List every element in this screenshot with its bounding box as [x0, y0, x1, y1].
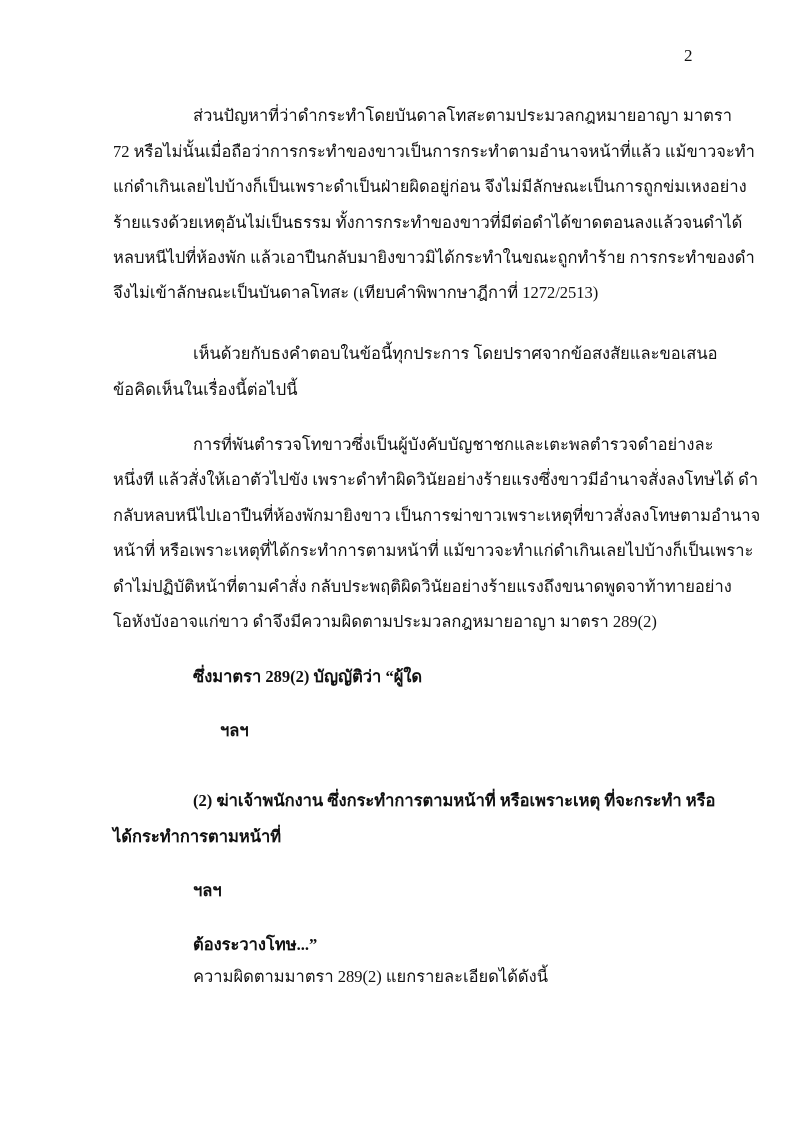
- page-number: 2: [684, 46, 693, 65]
- paragraph-1-line-2: 72 หรือไม่นั้นเมื่อถือว่าการกระทำของขาวเป็นการกระทำตามอำนาจหน้าที่แล้ว แม้ขาวจะทำ: [113, 142, 755, 161]
- paragraph-3-line-5: ดำไม่ปฏิบัติหน้าที่ตามคำสั่ง กลับประพฤติผิดวินัยอย่างร้ายแรงถึงขนาดพูดจาท้าทายอย่าง: [113, 577, 732, 596]
- paragraph-3-line-6: โอหังบังอาจแก่ขาว ดำจึงมีความผิดตามประมวลกฎหมายอาญา มาตรา 289(2): [113, 612, 657, 631]
- closing-line: ความผิดตามมาตรา 289(2) แยกรายละเอียดได้ดังนี้: [193, 967, 548, 986]
- statute-etc-1: ฯลฯ: [220, 721, 249, 740]
- paragraph-3-line-3: กลับหลบหนีไปเอาปืนที่ห้องพักมายิงขาว เป็นการฆ่าขาวเพราะเหตุที่ขาวสั่งลงโทษตามอำนาจ: [113, 506, 761, 525]
- paragraph-2-line-1: เห็นด้วยกับธงคำตอบในข้อนี้ทุกประการ โดยปราศจากข้อสงสัยและขอเสนอ: [193, 344, 718, 363]
- paragraph-1-line-3: แก่ดำเกินเลยไปบ้างก็เป็นเพราะดำเป็นฝ่ายผิดอยู่ก่อน จึงไม่มีลักษณะเป็นการถูกข่มเหงอย่าง: [113, 177, 747, 196]
- statute-item-line-2: ได้กระทำการตามหน้าที่: [113, 827, 282, 846]
- paragraph-1-line-1: ส่วนปัญหาที่ว่าดำกระทำโดยบันดาลโทสะตามประมวลกฎหมายอาญา มาตรา: [193, 106, 732, 125]
- statute-penalty: ต้องระวางโทษ...”: [193, 935, 318, 954]
- paragraph-3-line-1: การที่พันตำรวจโทขาวซึ่งเป็นผู้บังคับบัญชาชกและเตะพลตำรวจดำอย่างละ: [193, 435, 714, 454]
- paragraph-1-line-5: หลบหนีไปที่ห้องพัก แล้วเอาปืนกลับมายิงขาวมิได้กระทำในขณะถูกทำร้าย การกระทำของดำ: [113, 248, 755, 267]
- paragraph-1-line-6: จึงไม่เข้าลักษณะเป็นบันดาลโทสะ (เทียบคำพิพากษาฎีกาที่ 1272/2513): [113, 283, 599, 302]
- statute-intro: ซึ่งมาตรา 289(2) บัญญัติว่า “ผู้ใด: [193, 667, 423, 686]
- paragraph-3-line-4: หน้าที่ หรือเพราะเหตุที่ได้กระทำการตามหน้าที่ แม้ขาวจะทำแก่ดำเกินเลยไปบ้างก็เป็นเพราะ: [113, 541, 754, 560]
- paragraph-1-line-4: ร้ายแรงด้วยเหตุอันไม่เป็นธรรม ทั้งการกระทำของขาวที่มีต่อดำได้ขาดตอนลงแล้วจนดำได้: [113, 213, 743, 232]
- paragraph-3-line-2: หนึ่งที แล้วสั่งให้เอาตัวไปขัง เพราะดำทำผิดวินัยอย่างร้ายแรงซึ่งขาวมีอำนาจสั่งลงโทษได้ ดำ: [113, 470, 759, 489]
- paragraph-2-line-2: ข้อคิดเห็นในเรื่องนี้ต่อไปนี้: [113, 380, 298, 399]
- statute-etc-2: ฯลฯ: [193, 881, 222, 900]
- statute-item-line-1: (2) ฆ่าเจ้าพนักงาน ซึ่งกระทำการตามหน้าที่ หรือเพราะเหตุ ที่จะกระทำ หรือ: [193, 791, 716, 810]
